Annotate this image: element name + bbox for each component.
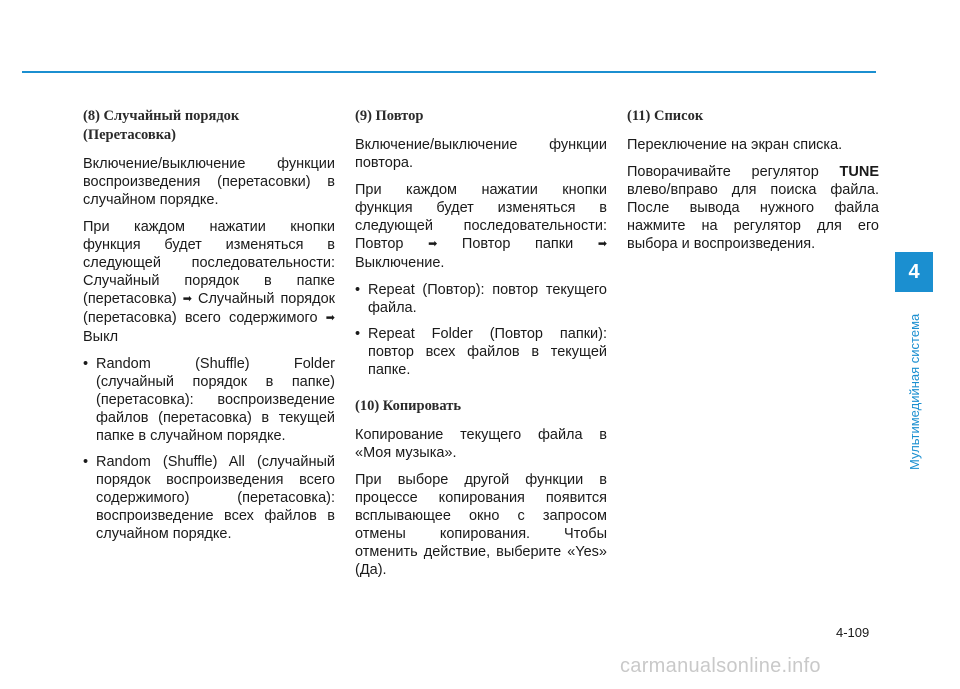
text-run: Выключение. — [355, 255, 445, 271]
page-number: 4-109 — [836, 625, 870, 640]
arrow-right-icon: ➡ — [325, 312, 335, 324]
text-run: Повтор папки — [461, 236, 574, 252]
arrow-right-icon: ➡ — [182, 293, 192, 305]
text-run: влево/вправо для поиска файла. После вывода нужного файла нажмите на регулятор для его выбора и воспроизведения. — [627, 182, 879, 252]
arrow-right-icon: ➡ — [428, 238, 438, 250]
column-3 — [627, 107, 879, 262]
text-run: При каждом нажатии кнопки функция будет изменяться в следующей последовательности: Повтор — [355, 182, 607, 252]
paragraph: Включение/выключение функции воспроизведения (перетасовки) в случайном порядке. — [83, 156, 335, 208]
chapter-tab — [895, 252, 933, 292]
paragraph-sequence — [355, 181, 607, 272]
paragraph: Копирование текущего файла в «Моя музыка». — [355, 427, 607, 461]
section-heading-copy: (10) Копировать — [355, 398, 461, 414]
watermark: carmanualsonline.info — [620, 655, 821, 677]
paragraph-sequence — [83, 218, 335, 346]
arrow-right-icon: ➡ — [597, 238, 608, 250]
column-1 — [83, 107, 335, 551]
text-run: Выкл — [83, 329, 119, 345]
list-item: • Repeat (Повтор): повтор текущего файла. — [355, 281, 607, 317]
column-2 — [355, 107, 607, 588]
chapter-side-label — [900, 300, 928, 470]
bullet-list — [83, 355, 335, 543]
tune-keyword: TUNE — [839, 164, 879, 180]
section-heading-shuffle: (8) Случайный порядок (Перетасовка) — [83, 108, 240, 143]
text-run: Поворачивайте регулятор — [627, 164, 819, 180]
text-run: Случайный порядок (перетасовка) всего содержимого — [83, 291, 335, 326]
top-rule — [22, 71, 876, 73]
chapter-title: Мультимедийная система — [906, 313, 922, 470]
section-heading-repeat: (9) Повтор — [355, 108, 424, 124]
bullet-list — [355, 281, 607, 379]
chapter-number: 4 — [908, 260, 920, 283]
paragraph: При выборе другой функции в процессе копирования появится всплывающее окно с запросом отмены копирования. Чтобы отменить действие, выберите «Yes» (Да). — [355, 472, 607, 578]
paragraph: Переключение на экран списка. — [627, 137, 843, 153]
list-item: • Random (Shuffle) All (случайный порядок воспроизведения всего содержимого) (перетасовка): воспроизведение всех файлов в случайном порядке. — [83, 453, 335, 543]
paragraph: Включение/выключение функции повтора. — [355, 137, 607, 171]
section-heading-list: (11) Список — [627, 108, 704, 124]
paragraph-tune — [627, 163, 879, 253]
list-item: • Random (Shuffle) Folder (случайный порядок в папке) (перетасовка): воспроизведение файлов (перетасовка) в текущей папке в случайном порядке. — [83, 355, 335, 445]
list-item: • Repeat Folder (Повтор папки): повтор всех файлов в текущей папке. — [355, 325, 607, 379]
text-run: При каждом нажатии кнопки функция будет изменяться в следующей последовательности: Случайный порядок в папке (перетасовка) — [83, 219, 335, 307]
